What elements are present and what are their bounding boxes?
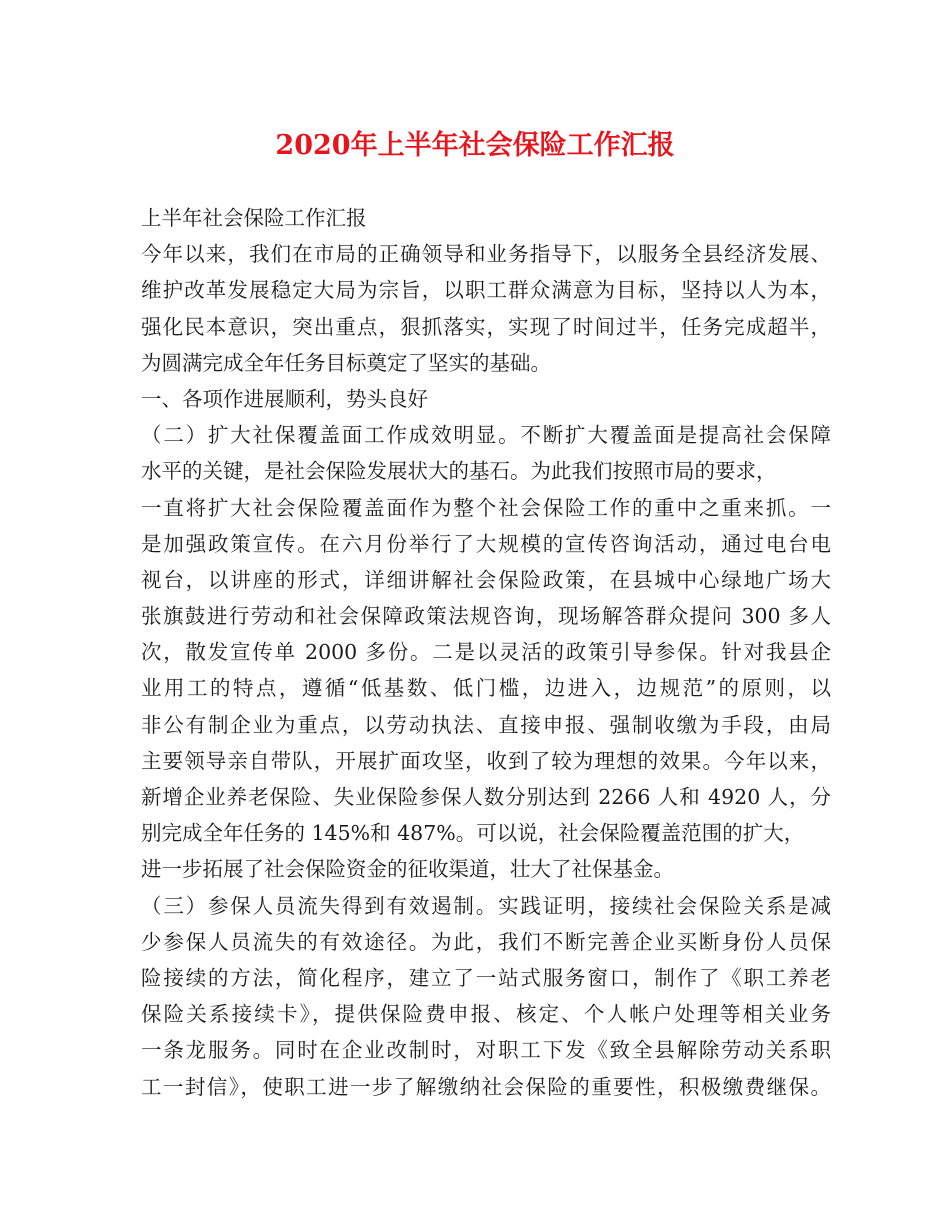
document-title: 2020年上半年社会保险工作汇报	[275, 130, 675, 161]
text-line: 新增企业养老保险、失业保险参保人数分别达到 2266 人和 4920 人，分	[141, 785, 831, 809]
text-line: 非公有制企业为重点，以劳动执法、直接申报、强制收缴为手段，由局	[141, 712, 831, 737]
text-line: 少参保人员流失的有效途径。为此，我们不断完善企业买断身份人员保	[141, 929, 831, 954]
text-line: 一、各项作进展顺利，势头良好	[141, 386, 428, 411]
text-line: 张旗鼓进行劳动和社会保障政策法规咨询，现场解答群众提问 300 多人	[141, 604, 831, 629]
text-line: 视台，以讲座的形式，详细讲解社会保险政策，在县城中心绿地广场大	[141, 567, 831, 592]
document-body	[141, 200, 831, 1105]
text-line: 一条龙服务。同时在企业改制时，对职工下发《致全县解除劳动关系职	[141, 1038, 831, 1063]
text-line: 一直将扩大社会保险覆盖面作为整个社会保险工作的重中之重来抓。一	[141, 495, 831, 520]
text-line: 险接续的方法，简化程序，建立了一站式服务窗口，制作了《职工养老	[141, 965, 831, 990]
text-line: 是加强政策宣传。在六月份举行了大规模的宣传咨询活动，通过电台电	[141, 531, 831, 556]
text-line: 上半年社会保险工作汇报	[141, 206, 367, 230]
text-line: 进一步拓展了社会保险资金的征收渠道，壮大了社保基金。	[141, 857, 674, 882]
text-line: （三）参保人员流失得到有效遏制。实践证明，接续社会保险关系是减	[141, 893, 831, 918]
text-line: 强化民本意识，突出重点，狠抓落实，实现了时间过半，任务完成超半，	[141, 314, 831, 339]
text-line: （二）扩大社保覆盖面工作成效明显。不断扩大覆盖面是提高社会保障	[141, 423, 831, 448]
text-line: 业用工的特点，遵循“低基数、低门槛，边进入，边规范”的原则，以	[141, 676, 831, 701]
text-line: 为圆满完成全年任务目标奠定了坚实的基础。	[141, 350, 551, 375]
text-line: 今年以来，我们在市局的正确领导和业务指导下，以服务全县经济发展、	[141, 242, 831, 267]
text-line: 保险关系接续卡》，提供保险费申报、核定、个人帐户处理等相关业务	[141, 1002, 831, 1027]
text-line: 维护改革发展稳定大局为宗旨，以职工群众满意为目标，坚持以人为本，	[141, 278, 831, 303]
text-line: 水平的关键，是社会保险发展状大的基石。为此我们按照市局的要求，	[141, 459, 777, 484]
text-line: 别完成全年任务的 145%和 487%。可以说，社会保险覆盖范围的扩大，	[141, 821, 805, 846]
text-line: 工一封信》，使职工进一步了解缴纳社会保险的重要性，积极缴费继保。	[141, 1074, 831, 1099]
text-line: 主要领导亲自带队，开展扩面攻坚，收到了较为理想的效果。今年以来，	[141, 748, 831, 773]
text-line: 次，散发宣传单 2000 多份。二是以灵活的政策引导参保。针对我县企	[141, 640, 831, 665]
